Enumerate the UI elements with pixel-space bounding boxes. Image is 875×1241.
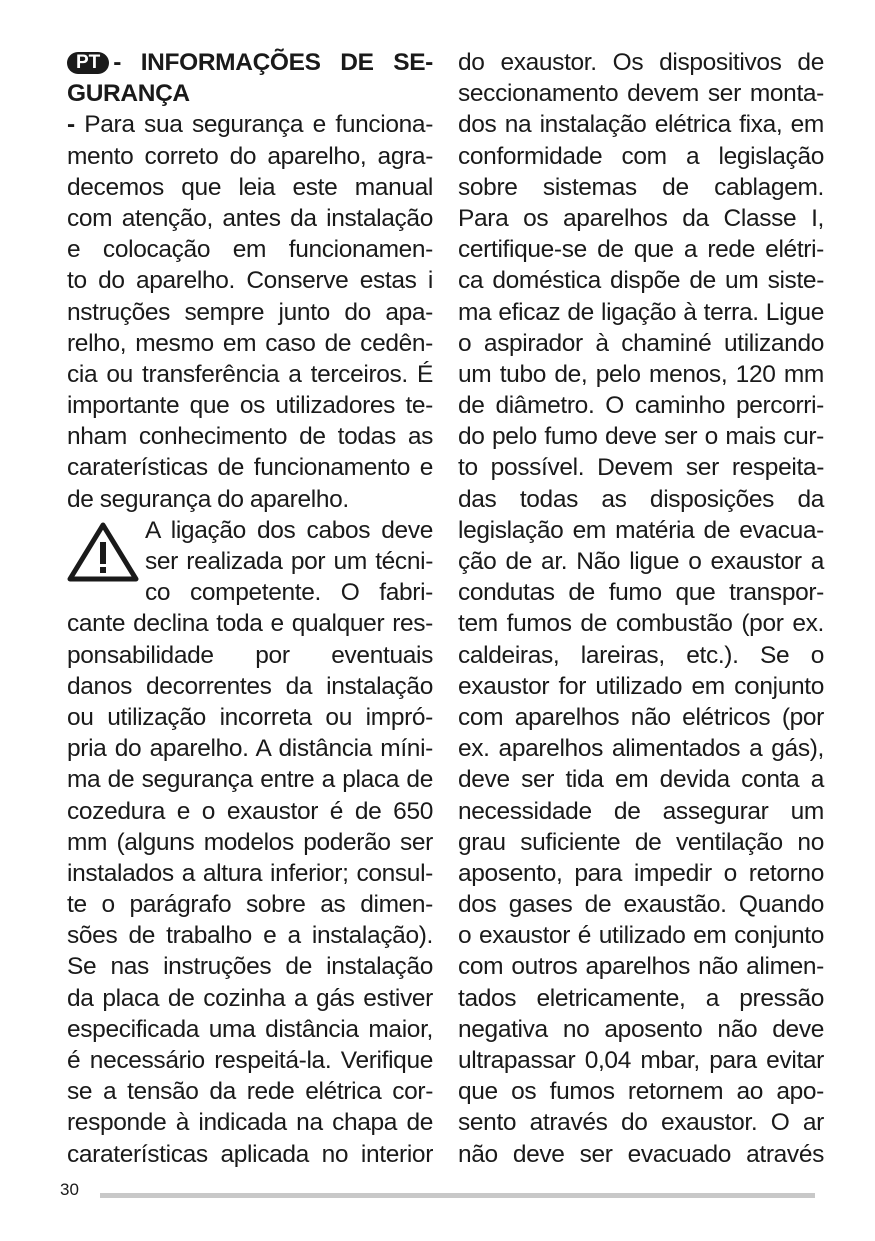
paragraph-line: ultrapassar 0,04 mbar, para evitar [458, 1047, 824, 1074]
paragraph-line: o aspirador à chaminé utilizando [458, 329, 824, 357]
paragraph-line: A ligação dos cabos deve [145, 516, 433, 544]
paragraph-line: danos decorrentes da instalação [67, 672, 433, 700]
paragraph-line: dos na instalação elétrica fixa, em [458, 111, 824, 139]
paragraph-line: e colocação em funcionamen- [67, 236, 433, 264]
warning-paragraph [67, 515, 433, 1170]
paragraph-line: condutas de fumo que transpor- [458, 579, 824, 607]
paragraph-line: caraterísticas de funcionamento e [67, 454, 433, 482]
paragraph-line: do pelo fumo deve ser o mais cur- [458, 423, 824, 451]
paragraph-line: ponsabilidade por eventuais [67, 641, 433, 669]
paragraph-line: não deve ser evacuado através [458, 1140, 824, 1168]
paragraph-line: se a tensão da rede elétrica cor- [67, 1078, 433, 1106]
paragraph-line: especificada uma distância maior, [67, 1015, 433, 1043]
left-column [67, 47, 433, 1170]
paragraph-line: certifique-se de que a rede elétri- [458, 236, 824, 264]
paragraph-line: pria do aparelho. A distância míni- [67, 735, 433, 763]
paragraph-line: seccionamento devem ser monta- [458, 80, 824, 108]
paragraph-line: Se nas instruções de instalação [67, 953, 433, 981]
paragraph-line: to possível. Devem ser respeita- [458, 454, 824, 482]
paragraph-line: da placa de cozinha a gás estiver [67, 984, 433, 1012]
language-badge: PT [67, 52, 109, 74]
heading-line-2: GURANÇA [67, 80, 190, 108]
paragraph-line: com outros aparelhos não alimen- [458, 953, 824, 981]
paragraph-line: mento correto do aparelho, agra- [67, 142, 433, 170]
paragraph-line: de diâmetro. O caminho percorri- [458, 392, 824, 420]
paragraph-line: mm (alguns modelos poderão ser [67, 828, 433, 856]
paragraph-line: decemos que leia este manual [67, 173, 433, 201]
paragraph-line: legislação em matéria de evacua- [458, 516, 824, 544]
intro-paragraph [67, 109, 433, 514]
paragraph-line: do exaustor. Os dispositivos de [458, 49, 824, 76]
paragraph-line: nham conhecimento de todas as [67, 423, 433, 451]
intro-dash: - [67, 111, 75, 139]
paragraph-line: ma eficaz de ligação à terra. Ligue [458, 298, 824, 326]
paragraph-line: sento através do exaustor. O ar [458, 1109, 824, 1137]
paragraph-line: exaustor for utilizado em conjunto [458, 672, 824, 700]
paragraph-line: que os fumos retornem ao apo- [458, 1078, 824, 1106]
page-number: 30 [60, 1180, 79, 1199]
paragraph-line: to do aparelho. Conserve estas i [67, 267, 433, 295]
paragraph-line: deve ser tida em devida conta a [458, 766, 824, 794]
right-column [458, 47, 824, 1170]
paragraph-line: caraterísticas aplicada no interior [67, 1140, 433, 1168]
paragraph-line: conformidade com a legislação [458, 142, 824, 170]
paragraph-line: nstruções sempre junto do apa- [67, 298, 433, 326]
paragraph-line: com atenção, antes da instalação [67, 204, 433, 232]
paragraph-line: ou utilização incorreta ou impró- [67, 703, 433, 731]
paragraph-line: importante que os utilizadores te- [67, 392, 433, 420]
paragraph-line: Para os aparelhos da Classe I, [458, 204, 824, 232]
paragraph-line: tem fumos de combustão (por ex. [458, 610, 824, 638]
paragraph-line: sobre sistemas de cablagem. [458, 173, 824, 201]
paragraph-line: cia ou transferência a terceiros. É [67, 360, 433, 388]
paragraph-line: cante declina toda e qualquer res- [67, 610, 433, 638]
paragraph-line: tados eletricamente, a pressão [458, 984, 824, 1012]
paragraph-line: grau suficiente de ventilação no [458, 828, 824, 856]
paragraph-line: das todas as disposições da [458, 485, 824, 513]
paragraph-line: sões de trabalho e a instalação). [67, 922, 433, 950]
paragraph-line: ção de ar. Não ligue o exaustor a [458, 548, 824, 575]
paragraph-line: ca doméstica dispõe de um siste- [458, 267, 824, 295]
paragraph-line: cozedura e o exaustor é de 650 [67, 797, 433, 825]
warning-triangle-icon [67, 521, 139, 583]
paragraph-line: caldeiras, lareiras, etc.). Se o [458, 641, 824, 669]
paragraph-line: ser realizada por um técni- [145, 548, 433, 575]
paragraph-line: de segurança do aparelho. [67, 485, 349, 513]
paragraph-line: dos gases de exaustão. Quando [458, 891, 824, 919]
paragraph-line: ex. aparelhos alimentados a gás), [458, 735, 824, 763]
paragraph-line: relho, mesmo em caso de cedên- [67, 329, 433, 357]
paragraph-line: - Para sua segurança e funciona- [67, 111, 433, 139]
section-heading [67, 47, 433, 78]
paragraph-line: é necessário respeitá-la. Verifique [67, 1047, 433, 1074]
heading-line-1: - INFORMAÇÕES DE SE- [113, 49, 433, 76]
paragraph-line: o exaustor é utilizado em conjunto [458, 922, 824, 950]
paragraph-line: aposento, para impedir o retorno [458, 859, 824, 887]
paragraph-line: com aparelhos não elétricos (por [458, 703, 824, 731]
footer-divider [100, 1193, 815, 1198]
paragraph-line: co competente. O fabri- [145, 579, 433, 607]
paragraph-line: ma de segurança entre a placa de [67, 766, 433, 794]
paragraph-line: te o parágrafo sobre as dimen- [67, 891, 433, 919]
paragraph-line: instalados a altura inferior; consul- [67, 859, 433, 887]
paragraph-line: responde à indicada na chapa de [67, 1109, 433, 1137]
paragraph-line: necessidade de assegurar um [458, 797, 824, 825]
paragraph-line: um tubo de, pelo menos, 120 mm [458, 360, 824, 388]
paragraph-line: negativa no aposento não deve [458, 1015, 824, 1043]
